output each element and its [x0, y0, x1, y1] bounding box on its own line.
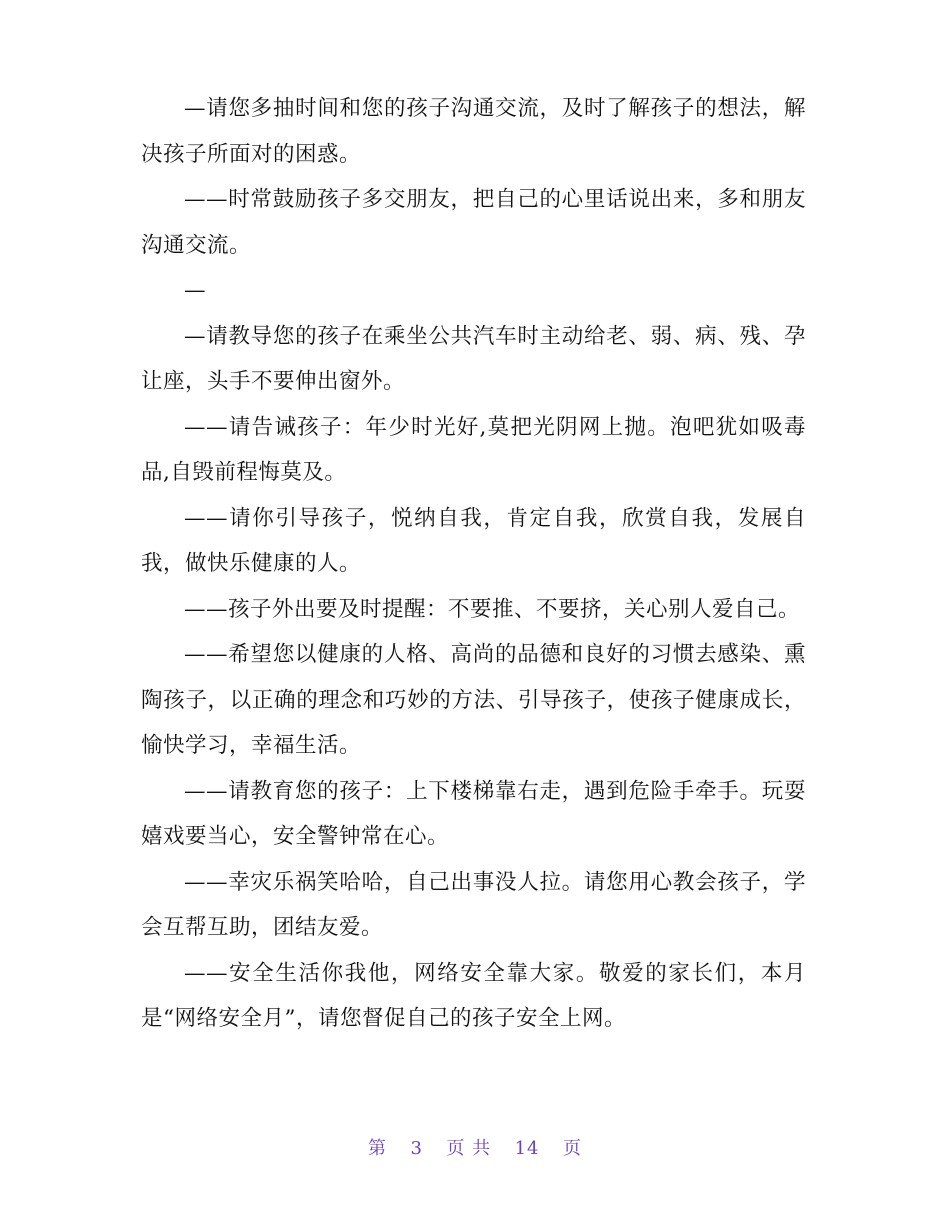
paragraph: ——请你引导孩子，悦纳自我，肯定自我，欣赏自我，发展自我，做快乐健康的人。	[141, 505, 806, 576]
paragraph: ——时常鼓励孩子多交朋友，把自己的心里话说出来，多和朋友沟通交流。	[141, 187, 806, 258]
footer-middle: 页 共	[446, 1138, 492, 1159]
footer-suffix: 页	[562, 1138, 582, 1159]
paragraph: ——幸灾乐祸笑哈哈，自己出事没人拉。请您用心教会孩子，学会互帮互助，团结友爱。	[141, 869, 806, 940]
paragraph: —请您多抽时间和您的孩子沟通交流，及时了解孩子的想法，解决孩子所面对的困惑。	[141, 96, 806, 167]
paragraph: ——孩子外出要及时提醒：不要推、不要挤，关心别人爱自己。	[184, 596, 801, 622]
paragraph: ——请告诫孩子：年少时光好,莫把光阴网上抛。泡吧犹如吸毒品,自毁前程悔莫及。	[141, 414, 806, 485]
paragraph: ——安全生活你我他，网络安全靠大家。敬爱的家长们，本月是“网络安全月”，请您督促自己的孩子安全上网。	[141, 960, 806, 1031]
total-pages-number: 14	[514, 1138, 540, 1159]
page-footer	[0, 1134, 950, 1160]
paragraph: —请教导您的孩子在乘坐公共汽车时主动给老、弱、病、残、孕让座，头手不要伸出窗外。	[141, 323, 806, 394]
body-text	[141, 86, 806, 1042]
paragraph: ——请教育您的孩子：上下楼梯靠右走，遇到危险手牵手。玩耍嬉戏要当心，安全警钟常在心。	[141, 778, 806, 849]
current-page-number: 3	[410, 1138, 423, 1159]
footer-prefix: 第	[368, 1138, 388, 1159]
paragraph: —	[184, 278, 206, 303]
paragraph: ——希望您以健康的人格、高尚的品德和良好的习惯去感染、熏陶孩子，以正确的理念和巧妙的方法、引导孩子，使孩子健康成长，愉快学习，幸福生活。	[141, 642, 806, 758]
